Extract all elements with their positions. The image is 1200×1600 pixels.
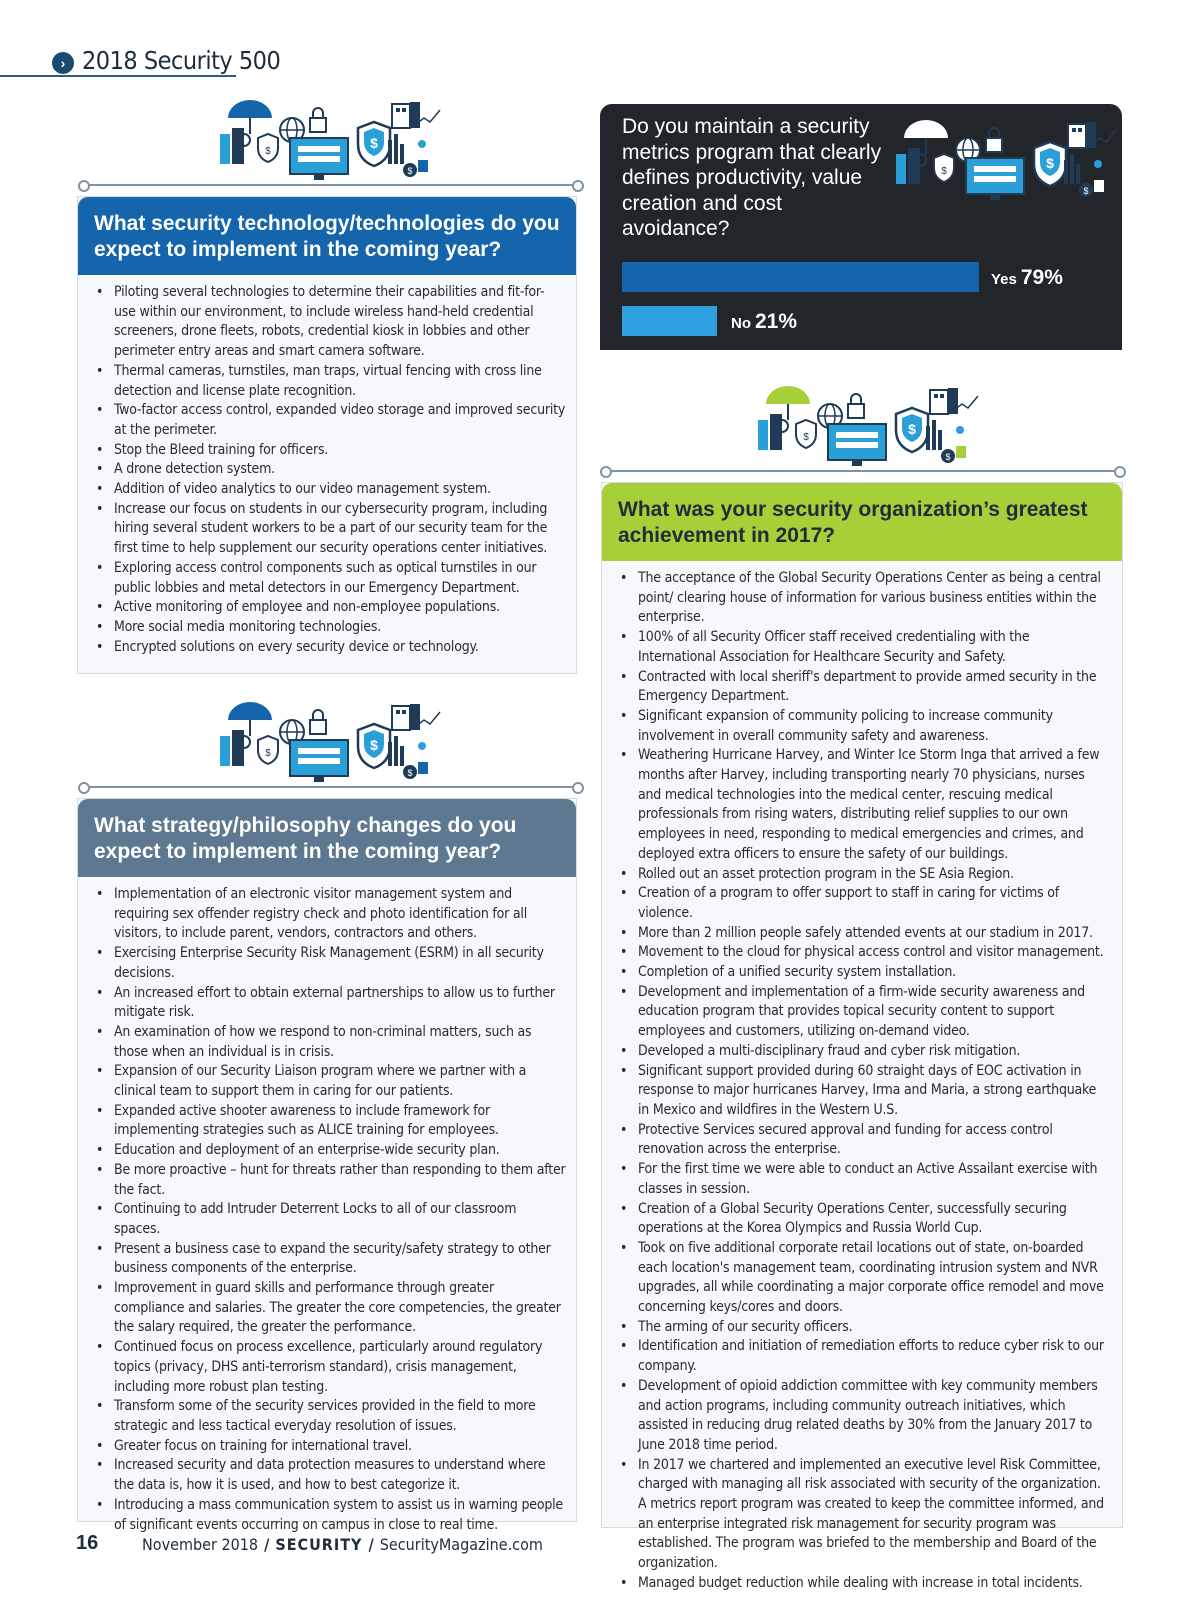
list-item: • Identification and initiation of remediation efforts to reduce cyber risk to our company. xyxy=(616,1337,1108,1376)
list-item: • Movement to the cloud for physical access control and visitor management. xyxy=(616,943,1108,963)
list-item: • For the first time we were able to conduct an Active Assailant exercise with classes in session. xyxy=(616,1160,1108,1199)
poll-question: Do you maintain a security metrics program that clearly defines productivity, value creation and cost avoidance? xyxy=(622,115,882,240)
list-item: • Expansion of our Security Liaison program where we partner with a clinical team to support them in caring for our patients. xyxy=(92,1062,566,1101)
strategy-heading: What strategy/philosophy changes do you expect to implement in the coming year? xyxy=(78,799,576,877)
divider xyxy=(88,786,574,788)
list-item: • Significant expansion of community policing to increase community involvement in overall community safety and awareness. xyxy=(616,707,1108,746)
footer-separator: / xyxy=(264,1535,270,1554)
list-item: • Contracted with local sheriff's department to provide armed security in the Emergency Department. xyxy=(616,668,1108,707)
list-item: • Transform some of the security services provided in the field to more strategic and less tactical everyday resolution of issues. xyxy=(92,1397,566,1436)
list-item: • Creation of a program to offer support to staff in caring for victims of violence. xyxy=(616,884,1108,923)
section-title: 2018 Security 500 xyxy=(82,46,281,75)
list-item: • Introducing a mass communication system to assist us in warning people of significant events occurring on campus in close to real time. xyxy=(92,1496,566,1535)
list-item: • Addition of video analytics to our video management system. xyxy=(92,480,566,500)
no-bar xyxy=(622,306,717,336)
list-item: • Be more proactive – hunt for threats rather than responding to them after the fact. xyxy=(92,1161,566,1200)
footer-date: November 2018 xyxy=(142,1535,259,1554)
security-illustration-icon xyxy=(756,384,978,470)
list-item: • Exploring access control components such as optical turnstiles in our public lobbies and metal detectors in our Emergency Department. xyxy=(92,559,566,598)
list-item: • Took on five additional corporate retail locations out of state, on-boarded each location's management team, coordinating intrusion system and NVR upgrades, all while coordinating a major corporate office remodel and move concerning keys/cores and doors. xyxy=(616,1239,1108,1318)
security-illustration-icon xyxy=(218,700,440,786)
achievement-list xyxy=(616,569,1108,1594)
no-label: No 21% xyxy=(731,310,798,333)
list-item: • Completion of a unified security system installation. xyxy=(616,963,1108,983)
list-item: • Improvement in guard skills and performance through greater compliance and salaries. The greater the core competencies, the greater the salary required, the greater the performance. xyxy=(92,1279,566,1338)
divider xyxy=(88,184,574,186)
list-item: • Exercising Enterprise Security Risk Management (ESRM) in all security decisions. xyxy=(92,944,566,983)
footer-website: SecurityMagazine.com xyxy=(379,1535,543,1554)
list-item: • Present a business case to expand the security/safety strategy to other business components of the enterprise. xyxy=(92,1240,566,1279)
list-item: • Increase our focus on students in our cybersecurity program, including hiring several student workers to be a part of our security team for the first time to help supplement our security operations center initiatives. xyxy=(92,500,566,559)
list-item: • In 2017 we chartered and implemented an executive level Risk Committee, charged with managing all risk associated with security of the organization. A metrics report program was created to keep the committee informed, and an enterprise integrated risk management for security program was established. The program was briefed to the membership and Board of the organization. xyxy=(616,1456,1108,1574)
list-item: • Continuing to add Intruder Deterrent Locks to all of our classroom spaces. xyxy=(92,1200,566,1239)
tech-heading: What security technology/technologies do you expect to implement in the coming year? xyxy=(78,197,576,275)
list-item: • Two-factor access control, expanded video storage and improved security at the perimeter. xyxy=(92,401,566,440)
list-item: • Piloting several technologies to determine their capabilities and fit-for-use within our environment, to include wireless hand-held credential screeners, drone fleets, robots, credential kiosk in lobbies and other perimeter entry areas and smart camera software. xyxy=(92,283,566,362)
list-item: • Rolled out an asset protection program in the SE Asia Region. xyxy=(616,865,1108,885)
list-item: • Significant support provided during 60 straight days of EOC activation in response to major hurricanes Harvey, Irma and Maria, a strong earthquake in Mexico and wildfires in the Western U.S. xyxy=(616,1062,1108,1121)
yes-label: Yes 79% xyxy=(991,266,1063,289)
list-item: • More than 2 million people safely attended events at our stadium in 2017. xyxy=(616,924,1108,944)
list-item: • Increased security and data protection measures to understand where the data is, how it is used, and how to best categorize it. xyxy=(92,1456,566,1495)
yes-bar xyxy=(622,262,979,292)
footer-separator: / xyxy=(368,1535,374,1554)
list-item: • Implementation of an electronic visitor management system and requiring sex offender registry check and photo identification for all visitors, to include parent, vendors, contractors and others. xyxy=(92,885,566,944)
list-item: • An increased effort to obtain external partnerships to allow us to further mitigate risk. xyxy=(92,984,566,1023)
list-item: • Creation of a Global Security Operations Center, successfully securing operations at the Korea Olympics and Russia World Cup. xyxy=(616,1200,1108,1239)
achievement-panel xyxy=(601,482,1123,1591)
list-item: • Stop the Bleed training for officers. xyxy=(92,441,566,461)
strategy-panel xyxy=(77,798,577,1533)
list-item: • Expanded active shooter awareness to include framework for implementing strategies such as ALICE training for employees. xyxy=(92,1102,566,1141)
list-item: • Development of opioid addiction committee with key community members and action programs, including community outreach initiatives, which assisted in reducing drug related deaths by 30% from the January 2017 to June 2018 time period. xyxy=(616,1377,1108,1456)
list-item: • 100% of all Security Officer staff received credentialing with the International Association for Healthcare Security and Safety. xyxy=(616,628,1108,667)
security-illustration-icon xyxy=(894,118,1116,204)
list-item: • An examination of how we respond to non-criminal matters, such as those when an individual is in crisis. xyxy=(92,1023,566,1062)
strategy-list xyxy=(92,885,566,1535)
list-item: • Weathering Hurricane Harvey, and Winter Ice Storm Inga that arrived a few months after Harvey, including transporting nearly 70 physicians, nurses and medical technologies into the medical center, rescuing medical professionals from rising waters, distributing relief supplies to our own employees in need, responding to medical emergencies and crimes, and deployed extra officers to ensure the safety of our buildings. xyxy=(616,746,1108,864)
list-item: • Protective Services secured approval and funding for access control renovation across the enterprise. xyxy=(616,1121,1108,1160)
list-item: • Thermal cameras, turnstiles, man traps, virtual fencing with cross line detection and license plate recognition. xyxy=(92,362,566,401)
footer-text xyxy=(142,1535,543,1554)
chevron-right-icon: › xyxy=(52,52,74,74)
header-rule xyxy=(0,75,236,77)
footer-brand: SECURITY xyxy=(275,1535,363,1554)
list-item: • Development and implementation of a firm-wide security awareness and education program that provides topical security content to support employees and customers, utilizing on-demand video. xyxy=(616,983,1108,1042)
list-item: • Developed a multi-disciplinary fraud and cyber risk mitigation. xyxy=(616,1042,1108,1062)
list-item: • The arming of our security officers. xyxy=(616,1318,1108,1338)
list-item: • Continued focus on process excellence, particularly around regulatory topics (privacy, DHS anti-terrorism standard), crisis management, including more robust plan testing. xyxy=(92,1338,566,1397)
tech-panel xyxy=(77,196,577,674)
page-number: 16 xyxy=(76,1532,99,1554)
tech-list xyxy=(92,283,566,657)
list-item: • The acceptance of the Global Security Operations Center as being a central point/ clearing house of information for various business entities within the enterprise. xyxy=(616,569,1108,628)
achievement-heading: What was your security organization’s greatest achievement in 2017? xyxy=(602,483,1122,561)
list-item: • A drone detection system. xyxy=(92,460,566,480)
list-item: • Active monitoring of employee and non-employee populations. xyxy=(92,598,566,618)
list-item: • Managed budget reduction while dealing with increase in total incidents. xyxy=(616,1574,1108,1594)
list-item: • More social media monitoring technologies. xyxy=(92,618,566,638)
divider xyxy=(610,470,1116,472)
list-item: • Greater focus on training for international travel. xyxy=(92,1437,566,1457)
security-illustration-icon xyxy=(218,98,440,184)
list-item: • Encrypted solutions on every security device or technology. xyxy=(92,638,566,658)
list-item: • Education and deployment of an enterprise-wide security plan. xyxy=(92,1141,566,1161)
